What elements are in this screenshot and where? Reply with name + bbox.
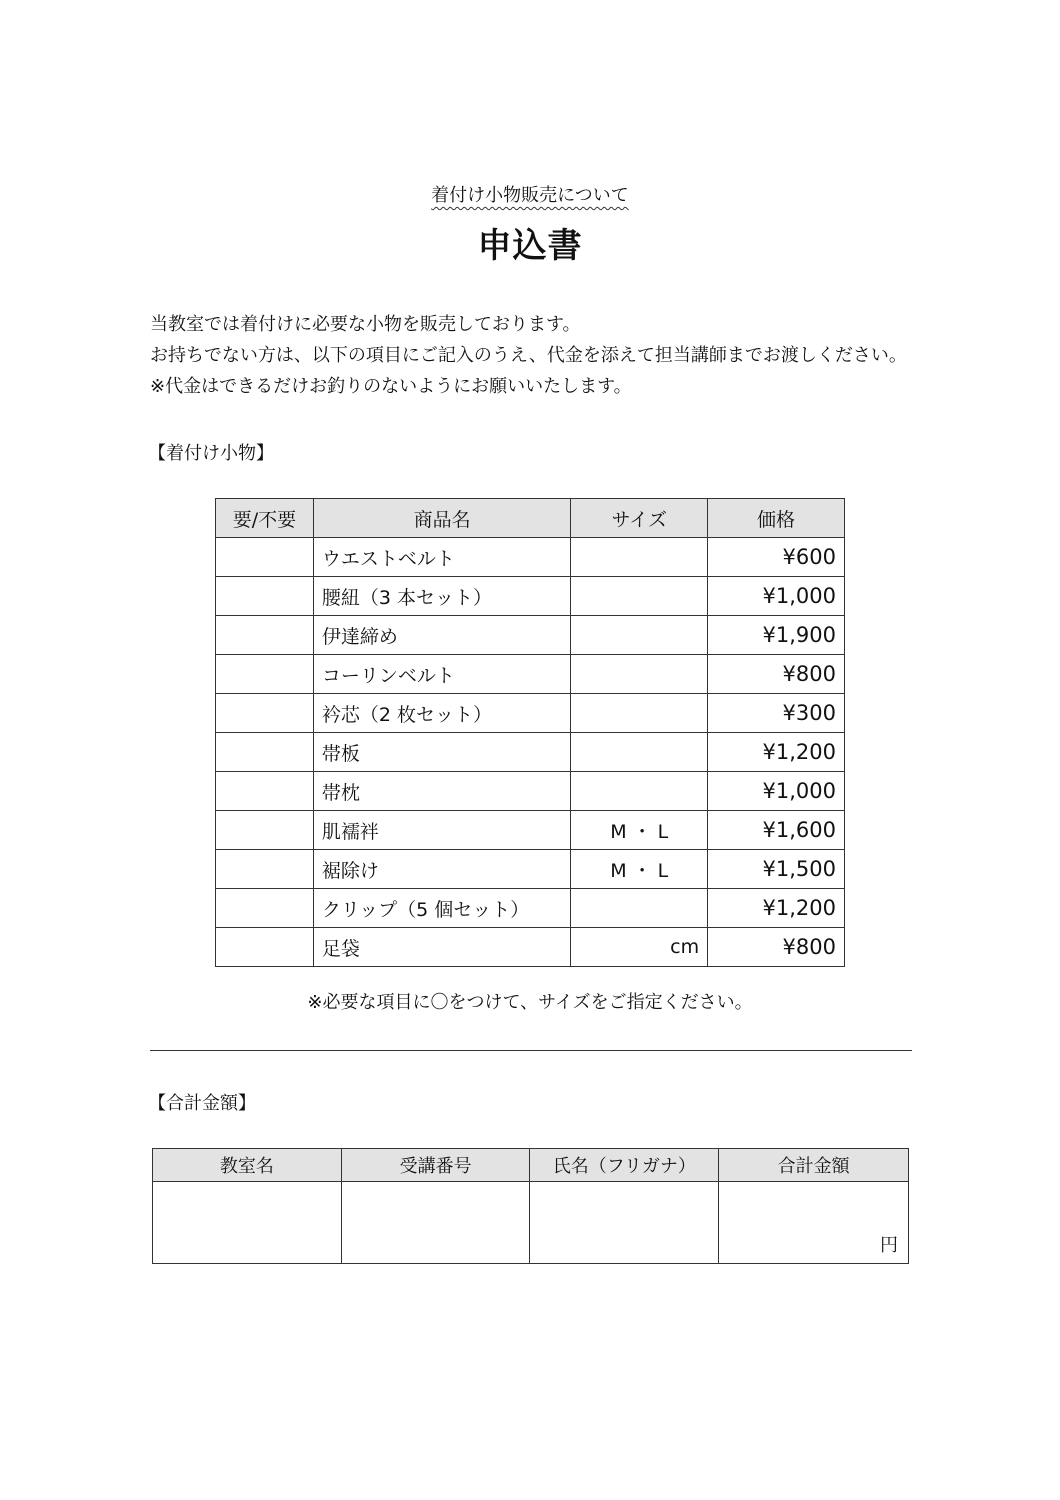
table-row <box>216 928 845 967</box>
product-name: 肌襦袢 <box>313 811 570 850</box>
product-name: 帯板 <box>313 733 570 772</box>
intro-line: 当教室では着付けに必要な小物を販売しております。 <box>150 314 581 335</box>
table-row <box>216 889 845 928</box>
price-cell: ¥1,200 <box>708 733 845 772</box>
need-cell[interactable] <box>216 577 314 616</box>
table-row <box>216 694 845 733</box>
header-price: 価格 <box>708 499 845 538</box>
need-cell[interactable] <box>216 733 314 772</box>
size-cell[interactable]: cm <box>571 928 708 967</box>
size-cell[interactable] <box>571 577 708 616</box>
table-row <box>216 733 845 772</box>
intro-text <box>150 309 950 402</box>
price-cell: ¥1,000 <box>708 772 845 811</box>
header-classroom-name: 教室名 <box>153 1149 342 1182</box>
size-cell[interactable] <box>571 772 708 811</box>
product-name: 裾除け <box>313 850 570 889</box>
document-title: 申込書 <box>477 226 583 266</box>
need-cell[interactable] <box>216 928 314 967</box>
size-cell[interactable] <box>571 616 708 655</box>
size-cell[interactable]: M ・ L <box>571 811 708 850</box>
table-row <box>216 772 845 811</box>
header-student-number: 受講番号 <box>341 1149 530 1182</box>
intro-line: ※代金はできるだけお釣りのないようにお願いいたします。 <box>150 376 632 397</box>
total-amount-field[interactable] <box>719 1182 909 1264</box>
document-subtitle-text: 着付け小物販売について <box>431 185 629 206</box>
product-name: 腰紐（3 本セット） <box>313 577 570 616</box>
need-cell[interactable] <box>216 538 314 577</box>
items-table <box>215 498 845 967</box>
items-note: ※必要な項目に〇をつけて、サイズをご指定ください。 <box>307 992 753 1013</box>
product-name: 伊達締め <box>313 616 570 655</box>
need-cell[interactable] <box>216 694 314 733</box>
table-row <box>216 577 845 616</box>
product-name: クリップ（5 個セット） <box>313 889 570 928</box>
price-cell: ¥1,000 <box>708 577 845 616</box>
table-row <box>216 538 845 577</box>
table-row <box>216 655 845 694</box>
header-size: サイズ <box>571 499 708 538</box>
header-name-furigana: 氏名（フリガナ） <box>530 1149 719 1182</box>
need-cell[interactable] <box>216 889 314 928</box>
name-furigana-field[interactable] <box>530 1182 719 1264</box>
price-cell: ¥1,500 <box>708 850 845 889</box>
price-cell: ¥300 <box>708 694 845 733</box>
yen-unit: 円 <box>880 1235 898 1256</box>
size-cell[interactable] <box>571 694 708 733</box>
totals-input-row <box>153 1182 909 1264</box>
product-name: 衿芯（2 枚セット） <box>313 694 570 733</box>
header-need: 要/不要 <box>216 499 314 538</box>
classroom-name-field[interactable] <box>153 1182 342 1264</box>
table-row <box>216 616 845 655</box>
product-name: コーリンベルト <box>313 655 570 694</box>
totals-header-row <box>153 1149 909 1182</box>
price-cell: ¥1,600 <box>708 811 845 850</box>
price-cell: ¥800 <box>708 928 845 967</box>
table-row <box>216 850 845 889</box>
header-total-amount: 合計金額 <box>719 1149 909 1182</box>
items-header-row <box>216 499 845 538</box>
product-name: ウエストベルト <box>313 538 570 577</box>
document-subtitle <box>0 181 1060 207</box>
section-divider <box>150 1050 912 1051</box>
student-number-field[interactable] <box>341 1182 530 1264</box>
size-cell[interactable] <box>571 538 708 577</box>
price-cell: ¥800 <box>708 655 845 694</box>
header-product-name: 商品名 <box>313 499 570 538</box>
totals-table <box>152 1148 909 1264</box>
totals-section-label: 【合計金額】 <box>148 1093 256 1114</box>
size-cell[interactable]: M ・ L <box>571 850 708 889</box>
price-cell: ¥600 <box>708 538 845 577</box>
need-cell[interactable] <box>216 655 314 694</box>
size-cell[interactable] <box>571 655 708 694</box>
need-cell[interactable] <box>216 850 314 889</box>
product-name: 帯枕 <box>313 772 570 811</box>
product-name: 足袋 <box>313 928 570 967</box>
intro-line: お持ちでない方は、以下の項目にご記入のうえ、代金を添えて担当講師までお渡しください。 <box>150 345 907 366</box>
items-section-label: 【着付け小物】 <box>148 443 274 464</box>
price-cell: ¥1,900 <box>708 616 845 655</box>
size-cell[interactable] <box>571 733 708 772</box>
size-cell[interactable] <box>571 889 708 928</box>
price-cell: ¥1,200 <box>708 889 845 928</box>
need-cell[interactable] <box>216 772 314 811</box>
table-row <box>216 811 845 850</box>
need-cell[interactable] <box>216 616 314 655</box>
need-cell[interactable] <box>216 811 314 850</box>
